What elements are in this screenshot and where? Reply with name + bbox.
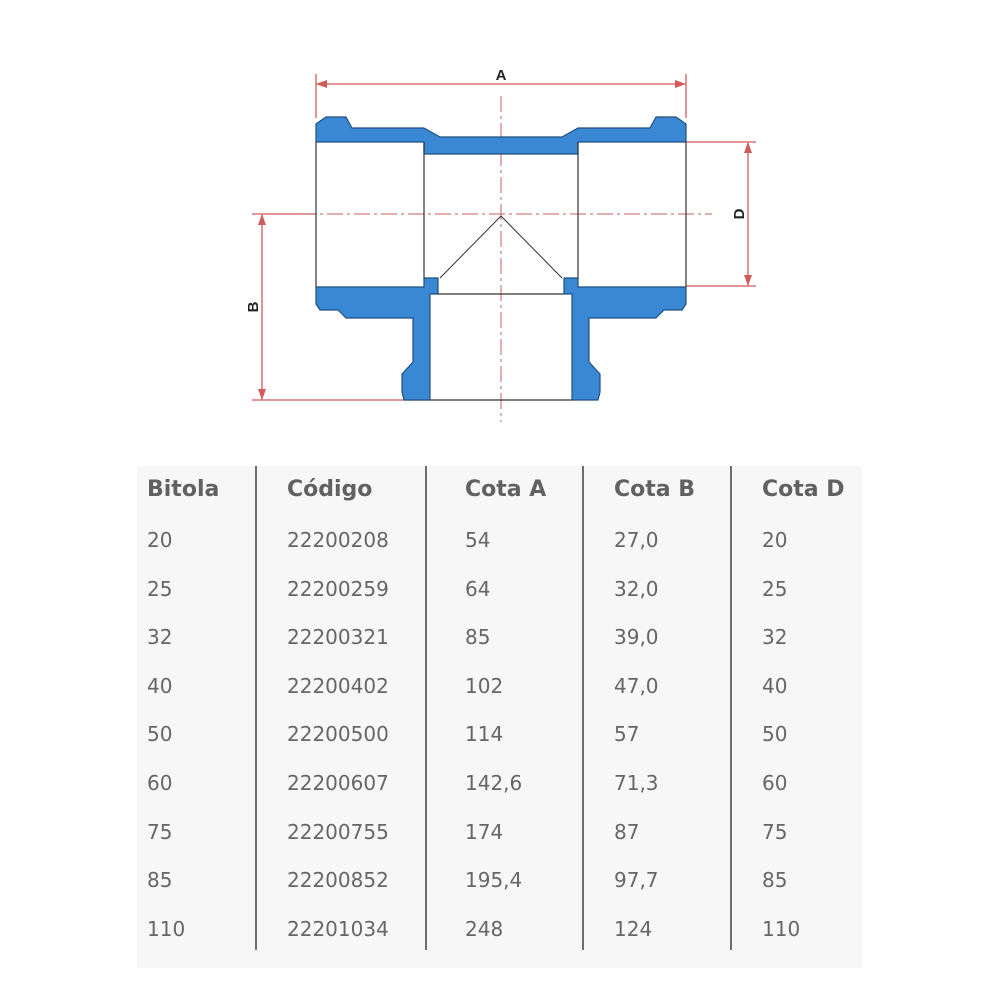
cell-cota-a: 195,4 [465, 868, 523, 893]
column-divider [730, 466, 732, 950]
cell-cota-a: 64 [465, 576, 491, 601]
dimension-a-label: A [495, 67, 507, 84]
cell-cota-b: 47,0 [614, 673, 659, 698]
cell-codigo: 22200402 [287, 673, 389, 698]
cell-cota-d: 40 [762, 673, 788, 698]
cell-cota-b: 124 [614, 916, 653, 941]
cell-cota-d: 32 [762, 625, 788, 650]
header-cota-d: Cota D [762, 477, 845, 502]
cell-cota-d: 25 [762, 576, 788, 601]
cell-codigo: 22200755 [287, 819, 389, 844]
dimension-b-label: B [245, 301, 262, 313]
cell-bitola: 50 [147, 722, 173, 747]
dimension-d-label: D [731, 208, 748, 220]
cell-cota-a: 54 [465, 528, 491, 552]
cell-bitola: 110 [147, 916, 186, 941]
cell-cota-a: 248 [465, 916, 504, 941]
cell-cota-b: 57 [614, 722, 640, 747]
cell-codigo: 22200607 [287, 771, 389, 795]
cell-codigo: 22200500 [287, 722, 389, 747]
cell-cota-d: 75 [762, 819, 788, 844]
cell-bitola: 32 [147, 625, 173, 650]
column-divider [255, 466, 257, 950]
column-divider [582, 466, 584, 950]
cell-cota-b: 71,3 [614, 771, 659, 795]
cell-codigo: 22200852 [287, 868, 389, 893]
header-codigo: Código [287, 477, 373, 502]
cell-cota-a: 85 [465, 625, 491, 650]
cell-cota-d: 60 [762, 771, 788, 795]
cell-cota-b: 87 [614, 819, 640, 844]
header-bitola: Bitola [147, 477, 220, 502]
cell-cota-b: 97,7 [614, 868, 659, 893]
header-cota-a: Cota A [465, 477, 547, 502]
cell-cota-d: 20 [762, 528, 788, 552]
cell-bitola: 85 [147, 868, 173, 893]
cell-cota-a: 142,6 [465, 771, 523, 795]
cell-bitola: 60 [147, 771, 173, 795]
cell-codigo: 22200208 [287, 528, 389, 552]
tee-fitting-drawing [0, 0, 1000, 440]
header-cota-b: Cota B [614, 477, 696, 502]
cell-codigo: 22201034 [287, 916, 389, 941]
column-divider [425, 466, 427, 950]
cell-codigo: 22200259 [287, 576, 389, 601]
dimension-table [137, 466, 862, 968]
cell-cota-b: 39,0 [614, 625, 659, 650]
cell-bitola: 25 [147, 576, 173, 601]
cell-cota-a: 174 [465, 819, 504, 844]
cell-cota-b: 32,0 [614, 576, 659, 601]
cell-cota-b: 27,0 [614, 528, 659, 552]
cell-cota-d: 85 [762, 868, 788, 893]
cell-bitola: 40 [147, 673, 173, 698]
cell-cota-a: 114 [465, 722, 504, 747]
cell-cota-d: 50 [762, 722, 788, 747]
cell-cota-d: 110 [762, 916, 801, 941]
cell-codigo: 22200321 [287, 625, 389, 650]
cell-cota-a: 102 [465, 673, 504, 698]
cell-bitola: 20 [147, 528, 173, 552]
cell-bitola: 75 [147, 819, 173, 844]
